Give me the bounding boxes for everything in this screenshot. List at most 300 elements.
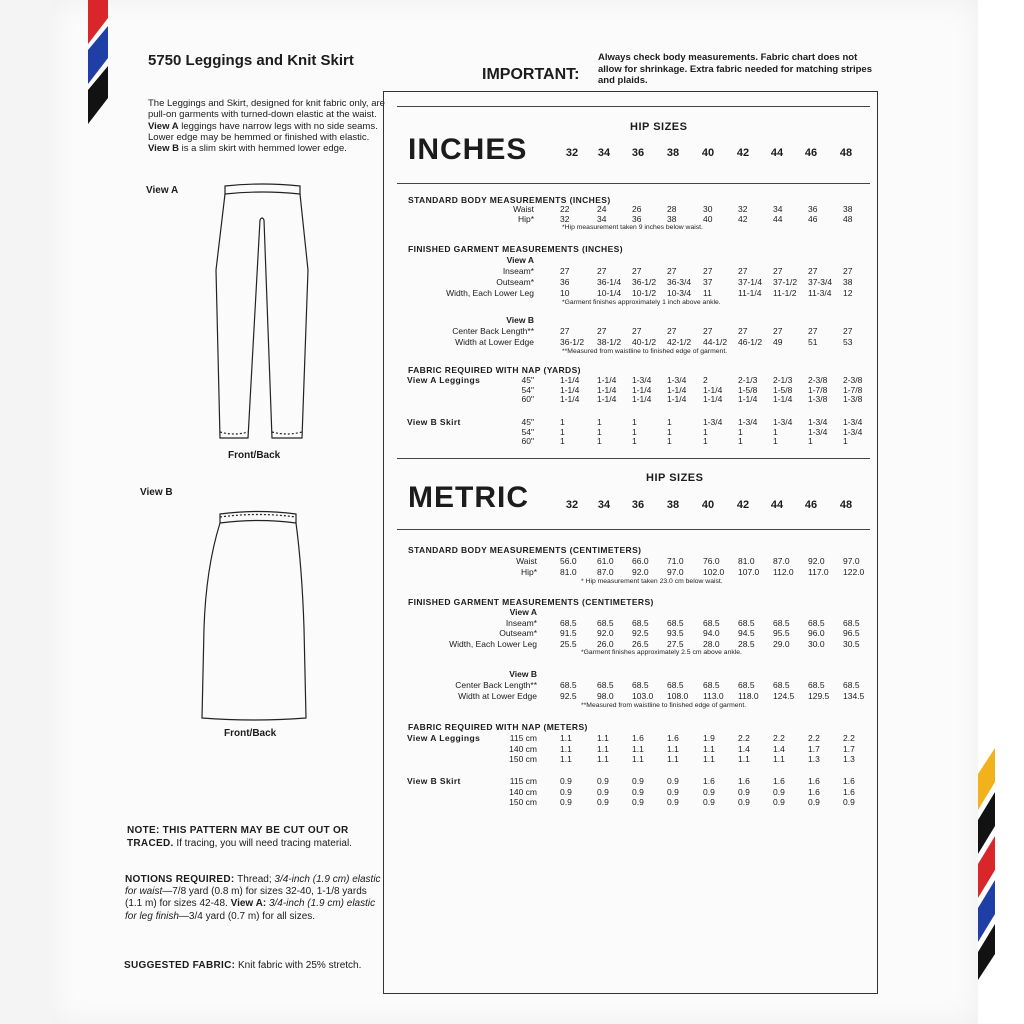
metric-table-cell: 1.6 [703, 776, 715, 786]
inches-table-cell: 1-1/4 [773, 394, 793, 404]
inches-table-cell: 1-7/8 [843, 384, 863, 395]
inches-table-cell: 1 [597, 417, 602, 427]
inches-table-cell: 1-1/4 [597, 394, 617, 404]
metric-table-cell: 113.0 [703, 691, 724, 701]
metric-table-cell: 0.9 [667, 776, 679, 786]
inches-table-cell: 27 [667, 326, 677, 336]
metric-footnote: **Measured from waistline to finished edge of garment. [581, 702, 747, 709]
inches-table-cell: 1-3/8 [843, 394, 863, 404]
metric-table-cell: 0.9 [597, 776, 609, 786]
metric-table-cell: 95.5 [773, 628, 790, 638]
inches-table-cell: 1 [597, 426, 602, 437]
metric-table-cell: 1.6 [738, 776, 750, 786]
leggings-illustration [210, 180, 314, 448]
inches-table-cell: 1 [597, 436, 602, 446]
important-text: Always check body measurements. Fabric chart does not allow for shrinkage. Extra fabric needed for matching stripes and plaids. [598, 52, 872, 86]
inches-table-cell: 1-3/4 [773, 417, 793, 427]
inches-table-cell: 1 [560, 426, 565, 437]
inches-row-label: Hip* [517, 214, 534, 224]
inches-table-cell: 28 [667, 204, 677, 214]
metric-row-label: 150 cm [509, 797, 537, 807]
inches-footnote: *Garment finishes approximately 1 inch above ankle. [562, 299, 721, 306]
metric-table-cell: 0.9 [773, 797, 785, 807]
inches-footnote: *Hip measurement taken 9 inches below waist. [562, 224, 703, 231]
inches-table-cell: 1 [632, 436, 637, 446]
metric-row-label: Width, Each Lower Leg [449, 638, 537, 649]
metric-table-cell: 61.0 [597, 556, 614, 566]
metric-table-cell: 2.2 [738, 733, 750, 743]
metric-table-cell: 0.9 [597, 786, 609, 797]
metric-table-cell: 68.5 [703, 617, 720, 628]
metric-table-cell: 68.5 [773, 680, 790, 690]
metric-table-cell: 68.5 [632, 617, 649, 628]
note-text [127, 825, 381, 850]
inches-row-label: 60" [521, 436, 534, 446]
metric-table-cell: 134.5 [843, 691, 865, 701]
metric-table-cell: 0.9 [738, 797, 750, 807]
metric-table-cell: 1.1 [632, 743, 644, 754]
metric-row-label: View A [509, 607, 537, 617]
inches-table-cell: 1-3/4 [703, 417, 723, 427]
inches-table-cell: 1-3/4 [808, 417, 828, 427]
metric-table-cell: 68.5 [667, 617, 684, 628]
inches-table-cell: 27 [738, 266, 748, 276]
inches-table-cell: 1-5/8 [773, 384, 793, 395]
metric-table-cell: 68.5 [667, 680, 684, 690]
inches-table-cell: 40 [703, 214, 713, 224]
description-part: View B [148, 143, 179, 155]
metric-table-cell: 1.6 [773, 776, 785, 786]
inches-table-cell: 1-3/8 [808, 394, 828, 404]
metric-table-cell: 1.1 [667, 754, 679, 764]
metric-row-label: Center Back Length** [455, 680, 537, 690]
notions-part: Thread; [234, 874, 275, 885]
inches-table-cell: 1-3/4 [738, 417, 758, 427]
inches-table-cell: 1-5/8 [738, 384, 758, 395]
inches-table-cell: 32 [560, 214, 570, 224]
metric-table-cell: 0.9 [773, 786, 785, 797]
metric-table-cell: 92.0 [632, 567, 649, 577]
metric-table-cell: 68.5 [843, 680, 860, 690]
metric-row-label: View B [509, 669, 537, 679]
metric-table-cell: 1.6 [632, 733, 644, 743]
metric-table-cell: 98.0 [597, 691, 614, 701]
metric-table-cell: 87.0 [597, 567, 614, 577]
metric-table-cell: 0.9 [667, 797, 679, 807]
inches-table-cell: 40-1/2 [632, 337, 657, 347]
inches-table-cell: 36 [808, 204, 818, 214]
inches-table-cell: 27 [843, 266, 853, 276]
view-b-label: View B [140, 487, 173, 498]
metric-table-cell: 2.2 [808, 733, 820, 743]
metric-size-header: 40 [701, 499, 715, 511]
inches-table-cell: 1-1/4 [560, 375, 580, 385]
inches-size-header: 44 [770, 147, 784, 159]
metric-table-cell: 97.0 [667, 567, 684, 577]
metric-table-cell: 1.1 [597, 754, 609, 764]
metric-row-label: Hip* [520, 567, 537, 577]
inches-row-label: 54" [521, 426, 534, 437]
metric-section-title: STANDARD BODY MEASUREMENTS (CENTIMETERS) [408, 545, 642, 555]
inches-table-cell: 38-1/2 [597, 337, 622, 347]
inches-table-cell: 1-3/4 [843, 426, 863, 437]
metric-row-label: 115 cm [509, 776, 537, 786]
note-rest: If tracing, you will need tracing material. [173, 837, 352, 849]
metric-heading: METRIC [408, 481, 529, 514]
inches-size-header: 42 [736, 147, 750, 159]
metric-table-cell: 1.4 [773, 743, 785, 754]
metric-size-header: 42 [736, 499, 750, 511]
inches-table-cell: 1 [560, 417, 565, 427]
metric-table-cell: 0.9 [597, 797, 609, 807]
metric-table-cell: 1.6 [808, 786, 820, 797]
metric-table-cell: 1.1 [560, 733, 572, 743]
metric-footnote: *Garment finishes approximately 2.5 cm above ankle. [581, 649, 742, 656]
inches-table-cell: 34 [597, 214, 607, 224]
metric-table-cell: 1.1 [703, 743, 715, 754]
inches-table-cell: 10-1/2 [632, 288, 657, 298]
inches-table-cell: 11-1/2 [773, 288, 797, 298]
inches-table-cell: 27 [843, 326, 853, 336]
metric-section-title: FABRIC REQUIRED WITH NAP (METERS) [408, 722, 588, 732]
note-caps: NOTE: THIS PATTERN MAY BE CUT OUT OR TRACED. [127, 825, 349, 849]
inches-row-label: 60" [521, 394, 534, 404]
metric-table-cell: 1.1 [597, 743, 609, 754]
metric-table-cell: 29.0 [773, 638, 790, 649]
metric-table-cell: 1.1 [632, 754, 644, 764]
inches-table-cell: 1 [703, 436, 708, 446]
inches-table-cell: 1-7/8 [808, 384, 828, 395]
metric-table-cell: 94.5 [738, 628, 755, 638]
metric-table-cell: 1.3 [843, 754, 855, 764]
inches-table-cell: 1 [808, 436, 813, 446]
metric-row-label: 150 cm [509, 754, 537, 764]
metric-table-cell: 28.5 [738, 638, 755, 649]
inches-table-cell: 46 [808, 214, 818, 224]
metric-table-cell: 68.5 [560, 680, 577, 690]
metric-table-cell: 81.0 [738, 556, 755, 566]
inches-size-header: 34 [597, 147, 611, 159]
metric-table-cell: 1.1 [738, 754, 750, 764]
inches-table-cell: 34 [773, 204, 783, 214]
notions-part: 3/4-inch (1.9 cm) elastic for leg finish [125, 898, 376, 922]
metric-table-cell: 68.5 [703, 680, 720, 690]
metric-table-cell: 81.0 [560, 567, 577, 577]
inches-row-label: View A [506, 255, 534, 265]
metric-table-cell: 1.1 [560, 754, 572, 764]
metric-table-cell: 96.0 [808, 628, 825, 638]
metric-table-cell: 56.0 [560, 556, 577, 566]
inches-table-cell: 51 [808, 337, 818, 347]
metric-table-cell: 102.0 [703, 567, 725, 577]
inches-table-cell: 26 [632, 204, 642, 214]
metric-table-cell: 66.0 [632, 556, 649, 566]
metric-table-cell: 30.0 [808, 638, 825, 649]
inches-table-cell: 1 [560, 436, 565, 446]
inches-table-cell: 27 [773, 326, 783, 336]
stripe-decoration-right [975, 748, 997, 983]
divider-line [397, 458, 870, 459]
metric-size-header: 46 [804, 499, 818, 511]
metric-table-cell: 68.5 [808, 680, 825, 690]
inches-table-cell: 37-1/4 [738, 277, 763, 287]
inches-size-header: 32 [565, 147, 579, 159]
inches-table-cell: 1-1/4 [738, 394, 758, 404]
inches-table-cell: 27 [560, 266, 570, 276]
inches-table-cell: 27 [560, 326, 570, 336]
metric-table-cell: 71.0 [667, 556, 684, 566]
metric-table-cell: 68.5 [560, 617, 577, 628]
metric-table-cell: 107.0 [738, 567, 760, 577]
metric-table-cell: 93.5 [667, 628, 684, 638]
metric-table-cell: 112.0 [773, 567, 794, 577]
inches-table-cell: 2-3/8 [808, 375, 828, 385]
metric-table-cell: 68.5 [597, 680, 614, 690]
metric-table-cell: 1.1 [667, 743, 679, 754]
inches-table-cell: 32 [738, 204, 748, 214]
metric-table-cell: 91.5 [560, 628, 577, 638]
metric-table-cell: 1.7 [808, 743, 820, 754]
metric-section-title: FINISHED GARMENT MEASUREMENTS (CENTIMETERS) [408, 597, 654, 607]
inches-table-cell: 10 [560, 288, 570, 298]
notions-caps: NOTIONS REQUIRED: [125, 874, 235, 885]
description-part: leggings have narrow legs with no side seams. Lower edge may be hemmed or finished with elastic. [148, 120, 378, 143]
inches-table-cell: 1 [738, 426, 743, 437]
notions-part: View A: [230, 898, 267, 910]
inches-table-cell: 1 [667, 436, 672, 446]
view-a-caption: Front/Back [228, 450, 281, 461]
inches-row-label: Waist [513, 204, 534, 214]
suggested-fabric-text [124, 960, 382, 972]
metric-size-header: 36 [631, 499, 645, 511]
divider-line [397, 106, 870, 107]
view-b-caption: Front/Back [224, 728, 277, 739]
metric-table-cell: 26.5 [632, 638, 649, 649]
inches-table-cell: 36-1/4 [597, 277, 622, 287]
inches-table-cell: 37-3/4 [808, 277, 833, 287]
metric-table-cell: 68.5 [738, 680, 755, 690]
metric-table-cell: 97.0 [843, 556, 860, 566]
inches-table-cell: 2-1/3 [773, 375, 793, 385]
metric-table-cell: 0.9 [843, 797, 855, 807]
metric-table-cell: 117.0 [808, 567, 829, 577]
inches-section-title: STANDARD BODY MEASUREMENTS (INCHES) [408, 195, 611, 205]
view-a-label: View A [146, 185, 179, 196]
metric-table-cell: 68.5 [597, 617, 614, 628]
inches-table-cell: 1-3/4 [632, 375, 652, 385]
inches-size-header: 40 [701, 147, 715, 159]
inches-table-cell: 44-1/2 [703, 337, 728, 347]
inches-table-cell: 1-1/4 [597, 384, 617, 395]
inches-table-cell: 11 [703, 288, 712, 298]
inches-section-title: FINISHED GARMENT MEASUREMENTS (INCHES) [408, 244, 623, 254]
inches-table-cell: 2-3/8 [843, 375, 863, 385]
metric-table-cell: 103.0 [632, 691, 654, 701]
metric-table-cell: 108.0 [667, 691, 689, 701]
metric-table-cell: 0.9 [808, 797, 820, 807]
inches-table-cell: 2-1/3 [738, 375, 758, 385]
inches-table-cell: 38 [843, 204, 853, 214]
inches-table-cell: 36 [560, 277, 570, 287]
metric-table-cell: 124.5 [773, 691, 795, 701]
inches-table-cell: 1-1/4 [703, 384, 723, 395]
inches-row-label: Width, Each Lower Leg [446, 288, 534, 298]
inches-table-cell: 44 [773, 214, 783, 224]
metric-table-cell: 2.2 [843, 733, 855, 743]
notions-part: —7/8 yard (0.8 m) for sizes 32-40, 1-1/8 yards (1.1 m) for sizes 42-48. [125, 886, 367, 910]
inches-table-cell: 27 [808, 326, 818, 336]
inches-table-cell: 36 [632, 214, 642, 224]
inches-table-cell: 49 [773, 337, 783, 347]
metric-row-label: Outseam* [499, 628, 537, 638]
metric-table-cell: 0.9 [632, 776, 644, 786]
metric-row-label: Inseam* [505, 617, 537, 628]
inches-table-cell: 11-3/4 [808, 288, 832, 298]
metric-table-cell: 25.5 [560, 638, 577, 649]
metric-table-cell: 0.9 [738, 786, 750, 797]
inches-fabric-view-label: View A Leggings [407, 375, 481, 385]
metric-table-cell: 1.9 [703, 733, 715, 743]
inches-table-cell: 1 [632, 417, 637, 427]
metric-fabric-view-label: View A Leggings [407, 733, 481, 743]
description-part: is a slim skirt with hemmed lower edge. [178, 143, 347, 155]
inches-row-label: 54" [521, 384, 534, 395]
skirt-illustration [196, 508, 312, 726]
metric-table-cell: 76.0 [703, 556, 720, 566]
inches-table-cell: 27 [773, 266, 783, 276]
inches-table-cell: 38 [667, 214, 677, 224]
metric-table-cell: 92.5 [632, 628, 649, 638]
inches-table-cell: 1 [667, 417, 672, 427]
metric-size-header: 38 [666, 499, 680, 511]
inches-section-title: FABRIC REQUIRED WITH NAP (YARDS) [408, 365, 581, 375]
inches-table-cell: 27 [808, 266, 818, 276]
divider-line [397, 529, 870, 530]
metric-row-label: Width at Lower Edge [458, 691, 537, 701]
metric-table-cell: 2.2 [773, 733, 785, 743]
inches-table-cell: 27 [703, 326, 713, 336]
metric-table-cell: 1.1 [597, 733, 609, 743]
metric-table-cell: 1.1 [773, 754, 785, 764]
inches-size-header: 46 [804, 147, 818, 159]
inches-row-label: Outseam* [496, 277, 534, 287]
inches-table-cell: 1-1/4 [560, 384, 580, 395]
inches-table-cell: 1-3/4 [808, 426, 828, 437]
inches-table-cell: 38 [843, 277, 853, 287]
metric-table-cell: 1.6 [843, 776, 855, 786]
metric-row-label: 140 cm [509, 743, 537, 754]
inches-table-cell: 1-1/4 [667, 394, 687, 404]
metric-size-header: 32 [565, 499, 579, 511]
metric-table-cell: 92.0 [597, 628, 614, 638]
metric-table-cell: 68.5 [632, 680, 649, 690]
metric-table-cell: 68.5 [738, 617, 755, 628]
metric-size-header: 48 [839, 499, 853, 511]
metric-table-cell: 1.4 [738, 743, 750, 754]
metric-table-cell: 1.6 [843, 786, 855, 797]
inches-table-cell: 27 [597, 326, 607, 336]
metric-table-cell: 30.5 [843, 638, 860, 649]
description-part: The Leggings and Skirt, designed for knit fabric only, are pull-on garments with turned-down elastic at the waist. [148, 98, 385, 121]
inches-table-cell: 10-3/4 [667, 288, 692, 298]
inches-table-cell: 1-1/4 [632, 384, 652, 395]
metric-table-cell: 26.0 [597, 638, 614, 649]
inches-table-cell: 1-1/4 [703, 394, 723, 404]
page-left-margin [0, 0, 52, 1024]
inches-table-cell: 1 [667, 426, 672, 437]
metric-table-cell: 1.6 [808, 776, 820, 786]
inches-table-cell: 53 [843, 337, 853, 347]
stripe-decoration-top-left [84, 0, 108, 150]
inches-row-label: Inseam* [502, 266, 534, 276]
metric-table-cell: 0.9 [703, 797, 715, 807]
metric-row-label: 115 cm [509, 733, 537, 743]
inches-table-cell: 1-1/4 [560, 394, 580, 404]
metric-table-cell: 87.0 [773, 556, 790, 566]
suggested-caps: SUGGESTED FABRIC: [124, 960, 236, 971]
inches-table-cell: 1-3/4 [843, 417, 863, 427]
inches-table-cell: 1 [738, 436, 743, 446]
inches-table-cell: 27 [632, 266, 642, 276]
inches-table-cell: 37 [703, 277, 713, 287]
inches-table-cell: 2 [703, 375, 708, 385]
inches-table-cell: 12 [843, 288, 853, 298]
metric-table-cell: 27.5 [667, 638, 684, 649]
inches-table-cell: 1 [703, 426, 708, 437]
inches-footnote: **Measured from waistline to finished edge of garment. [562, 348, 728, 355]
inches-table-cell: 22 [560, 204, 570, 214]
notions-part: 3/4-inch (1.9 cm) elastic for waist [125, 874, 381, 898]
metric-table-cell: 0.9 [667, 786, 679, 797]
notions-part: —3/4 yard (0.7 m) for all sizes. [178, 910, 316, 922]
metric-table-cell: 68.5 [808, 617, 825, 628]
metric-table-cell: 118.0 [738, 691, 759, 701]
metric-table-cell: 1.1 [703, 754, 715, 764]
inches-table-cell: 36-1/2 [560, 337, 585, 347]
inches-table-cell: 27 [703, 266, 713, 276]
inches-table-cell: 27 [632, 326, 642, 336]
inches-table-cell: 27 [738, 326, 748, 336]
inches-table-cell: 1-1/4 [667, 384, 687, 395]
important-label: IMPORTANT: [482, 66, 580, 83]
metric-table-cell: 0.9 [703, 786, 715, 797]
metric-table-cell: 1.6 [667, 733, 679, 743]
metric-table-cell: 92.5 [560, 691, 577, 701]
inches-heading: INCHES [408, 133, 528, 166]
metric-table-cell: 92.0 [808, 556, 825, 566]
metric-fabric-view-label: View B Skirt [407, 776, 461, 786]
metric-row-label: Waist [516, 556, 537, 566]
inches-row-label: 45" [521, 417, 534, 427]
inches-table-cell: 11-1/4 [738, 288, 762, 298]
metric-table-cell: 1.7 [843, 743, 855, 754]
inches-row-label: 45" [521, 375, 534, 385]
inches-table-cell: 1-3/4 [667, 375, 687, 385]
metric-table-cell: 129.5 [808, 691, 830, 701]
metric-table-cell: 0.9 [560, 776, 572, 786]
metric-size-header: 44 [770, 499, 784, 511]
inches-table-cell: 48 [843, 214, 853, 224]
metric-table-cell: 0.9 [560, 786, 572, 797]
metric-hip-sizes-title: HIP SIZES [646, 472, 704, 484]
inches-table-cell: 10-1/4 [597, 288, 622, 298]
metric-table-cell: 1.3 [808, 754, 820, 764]
metric-table-cell: 1.1 [560, 743, 572, 754]
metric-table-cell: 122.0 [843, 567, 865, 577]
inches-table-cell: 1 [632, 426, 637, 437]
inches-table-cell: 30 [703, 204, 713, 214]
metric-table-cell: 68.5 [773, 617, 790, 628]
